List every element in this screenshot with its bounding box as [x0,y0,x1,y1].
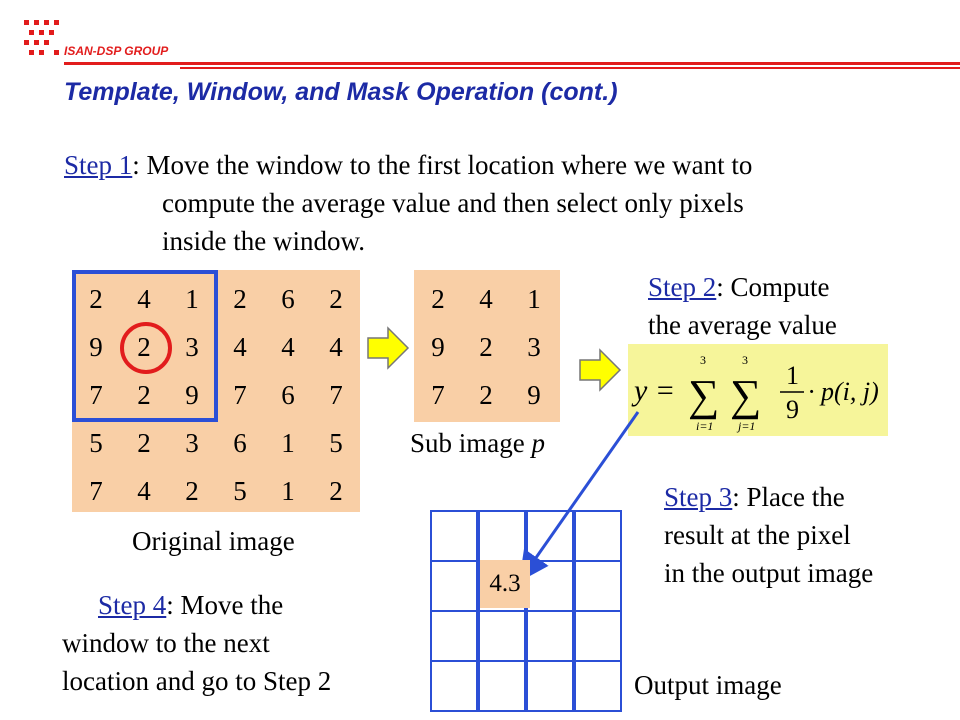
output-pixel [526,660,574,712]
original-pixel: 2 [185,476,199,506]
sub-image-pixel: 4 [479,284,493,314]
step3-line2: result at the pixel [664,520,851,550]
sub-image-caption-text: Sub image [410,428,532,458]
step4-line2: window to the next [62,628,270,658]
sum2-symbol: ∑ [730,371,762,420]
original-pixel: 7 [233,380,247,410]
sub-image-pixel: 1 [527,284,541,314]
right-arrow-icon [578,348,622,392]
formula-expression [628,344,888,436]
sum1-symbol: ∑ [688,371,720,420]
sub-image-pixel: 2 [431,284,445,314]
step4-line1: : Move the [166,590,284,620]
sub-image-pixel: 2 [479,332,493,362]
sub-image-pixel: 3 [527,332,541,362]
output-image-caption: Output image [634,670,782,700]
step2-line2: the average value [648,310,837,340]
step2-line1: : Compute [716,272,830,302]
step4-line3: location and go to Step 2 [62,666,332,696]
step1-continuation [162,184,744,260]
step3-label: Step 3 [664,482,733,512]
sum1-upper: 3 [700,353,706,367]
output-pixel [478,660,526,712]
output-value-cell: 4.3 [480,560,530,608]
step2-label: Step 2 [648,272,717,302]
brand-name: ISAN-DSP GROUP [64,44,169,58]
output-pixel [430,560,478,612]
step3-line3: in the output image [664,558,874,588]
original-pixel: 7 [89,476,103,506]
original-pixel: 6 [281,380,295,410]
output-pixel [430,510,478,562]
output-pixel [478,610,526,662]
step3-line1: : Place the [732,482,845,512]
right-arrow-icon [366,326,410,370]
original-pixel: 2 [329,284,343,314]
original-pixel: 4 [137,284,151,314]
original-pixel: 7 [329,380,343,410]
sum2-upper: 3 [742,353,748,367]
original-pixel: 4 [329,332,343,362]
step4-text [62,586,331,700]
sum1-lower: i=1 [696,419,714,433]
original-pixel: 1 [281,428,295,458]
output-pixel [574,510,622,562]
sub-image-pixel: 7 [431,380,445,410]
step4-label: Step 4 [98,590,167,620]
dot-grid-logo-icon [22,18,66,62]
step1-line2: compute the average value and then select only pixels [162,188,744,218]
original-pixel: 4 [281,332,295,362]
output-pixel [478,510,526,562]
original-pixel: 1 [185,284,199,314]
output-pixel [574,610,622,662]
step3-text [664,478,873,592]
output-pixel [430,610,478,662]
sub-image-pixel: 9 [431,332,445,362]
slide-title: Template, Window, and Mask Operation (cont.) [64,78,618,106]
original-image-caption: Original image [132,526,295,556]
step1-label: Step 1 [64,150,133,180]
original-pixel: 5 [329,428,343,458]
original-pixel: 5 [89,428,103,458]
step1-line3: inside the window. [162,226,365,256]
sub-image-pixel: 2 [479,380,493,410]
original-pixel: 2 [137,428,151,458]
original-pixel: 2 [233,284,247,314]
output-pixel [526,510,574,562]
original-pixel: 2 [137,380,151,410]
original-pixel: 7 [89,380,103,410]
original-pixel: 2 [89,284,103,314]
original-pixel: 3 [185,332,199,362]
header-rule-secondary [180,67,960,69]
sub-image-pixel: 9 [527,380,541,410]
original-pixel: 5 [233,476,247,506]
original-pixel: 6 [233,428,247,458]
step1-line1: : Move the window to the first location where we want to [132,150,753,180]
original-pixel: 6 [281,284,295,314]
original-pixel: 3 [185,428,199,458]
sum2-lower: j=1 [738,419,756,433]
original-pixel: 4 [233,332,247,362]
original-pixel: 9 [89,332,103,362]
formula-rhs: · p(i, j) [808,377,879,406]
original-pixel: 1 [281,476,295,506]
formula-lhs: y = [634,374,676,407]
header-rule [64,62,960,65]
output-pixel [574,560,622,612]
original-pixel: 2 [137,332,151,362]
output-pixel [526,560,574,612]
step2-text [648,268,837,344]
output-pixel [430,660,478,712]
original-pixel: 9 [185,380,199,410]
sub-image-variable: p [531,428,545,458]
fraction-numerator: 1 [786,361,799,390]
original-pixel: 2 [329,476,343,506]
original-pixel: 4 [137,476,151,506]
output-pixel [574,660,622,712]
step1-text [64,146,752,184]
center-pixel-circle [120,322,172,374]
output-pixel [526,610,574,662]
fraction-denominator: 9 [786,395,799,424]
